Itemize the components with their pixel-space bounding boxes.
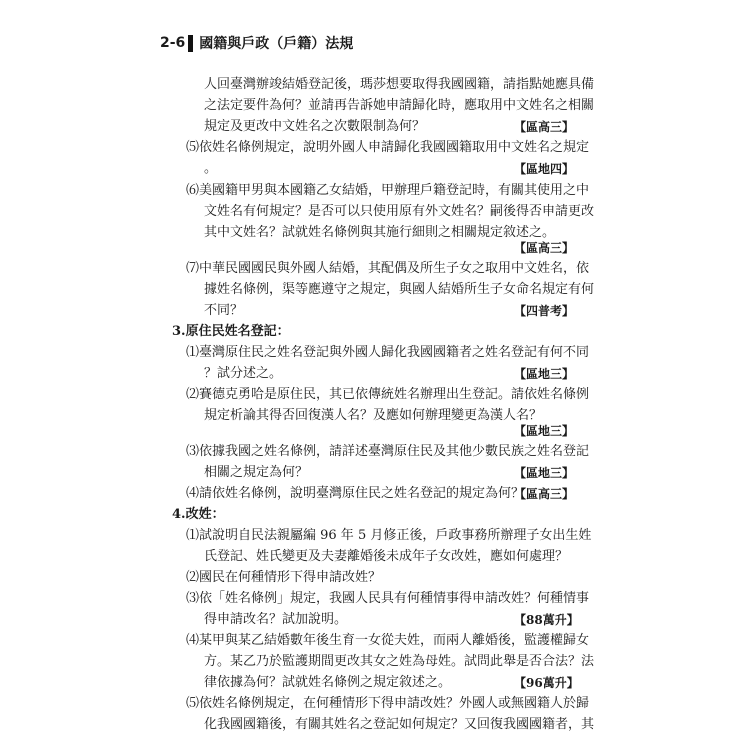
question-text-line: 化我國國籍後，有關其姓名之登記如何規定？又回復我國國籍者，其 xyxy=(204,717,595,732)
question-text-line: 規定析論其得否回復漢人名？及應如何辦理變更為漢人名？ xyxy=(204,408,543,423)
question-text-line: 方。某乙乃於監護期間更改其女之姓為母姓。試問此舉是否合法？法 xyxy=(204,654,595,669)
exam-source-tag: 【區地三】 xyxy=(514,367,575,381)
question-text-line: 人回臺灣辦竣結婚登記後，瑪莎想要取得我國國籍，請指點她應具備 xyxy=(204,77,595,92)
question-text-line: 之法定要件為何？並請再告訴她申請歸化時，應取用中文姓名之相關 xyxy=(204,98,595,113)
question-text-line: 得申請改名？試加說明。 xyxy=(204,612,348,627)
exam-source-tag: 【區高三】 xyxy=(514,487,575,501)
question-text-line: ⑸依姓名條例規定，說明外國人申請歸化我國國籍取用中文姓名之規定 xyxy=(186,140,590,155)
exam-source-tag: 【區高三】 xyxy=(514,120,575,134)
header-divider-bar xyxy=(188,35,193,52)
running-header xyxy=(160,33,353,53)
question-text-line: ⑶依據我國之姓名條例，請詳述臺灣原住民及其他少數民族之姓名登記 xyxy=(186,444,590,459)
section-heading: 3.原住民姓名登記： xyxy=(172,324,290,339)
question-text-line: 。 xyxy=(204,161,218,176)
question-text-line: ⑸依姓名條例規定，在何種情形下得申請改姓？外國人或無國籍人於歸 xyxy=(186,696,590,711)
question-text-line: 文姓名有何規定？是否可以只使用原有外文姓名？嗣後得否申請更改 xyxy=(204,204,595,219)
question-text-line: ⑵賽德克勇哈是原住民，其已依傳統姓名辦理出生登記。請依姓名條例 xyxy=(186,387,590,402)
exam-source-tag: 【四普考】 xyxy=(514,304,575,318)
exam-source-tag: 【區地三】 xyxy=(514,466,575,480)
question-text-line: 規定及更改中文姓名之次數限制為何？ xyxy=(204,119,426,134)
exam-source-tag: 【區地四】 xyxy=(514,162,575,176)
question-text-line: ？試分述之。 xyxy=(204,366,283,381)
question-text-line: ⑶依「姓名條例」規定，我國人民具有何種情事得申請改姓？何種情事 xyxy=(186,591,590,606)
question-text-line: 據姓名條例，渠等應遵守之規定，與國人結婚所生子女命名規定有何 xyxy=(204,282,595,297)
question-text-line: 律依據為何？試就姓名條例之規定敘述之。 xyxy=(204,675,452,690)
exam-source-tag: 【區地三】 xyxy=(514,424,575,438)
exam-source-tag: 【區高三】 xyxy=(514,241,575,255)
question-text-line: ⑴臺灣原住民之姓名登記與外國人歸化我國國籍者之姓名登記有何不同 xyxy=(186,345,590,360)
exam-source-tag: 【96萬升】 xyxy=(514,676,579,690)
question-text-line: ⑷某甲與某乙結婚數年後生育一女從夫姓，而兩人離婚後，監護權歸女 xyxy=(186,633,590,648)
question-text-line: 其中文姓名？試就姓名條例與其施行細則之相關規定敘述之。 xyxy=(204,225,556,240)
page-number: 2-6 xyxy=(160,35,186,51)
question-text-line: 相關之規定為何？ xyxy=(204,465,309,480)
question-text-line: ⑴試說明自民法親屬編 96 年 5 月修正後，戶政事務所辦理子女出生姓 xyxy=(186,528,592,543)
chapter-title: 國籍與戶政（戶籍）法規 xyxy=(199,36,354,52)
question-text-line: 不同？ xyxy=(204,303,244,318)
exam-source-tag: 【88萬升】 xyxy=(514,613,579,627)
question-text-line: 氏登記、姓氏變更及夫妻離婚後未成年子女改姓，應如何處理？ xyxy=(204,549,569,564)
question-text-line: ⑹美國籍甲男與本國籍乙女結婚，甲辦理戶籍登記時，有關其使用之中 xyxy=(186,183,590,198)
question-text-line: ⑺中華民國國民與外國人結婚，其配偶及所生子女之取用中文姓名，依 xyxy=(186,261,590,276)
question-text-line: ⑵國民在何種情形下得申請改姓？ xyxy=(186,570,382,585)
question-text-line: ⑷請依姓名條例，說明臺灣原住民之姓名登記的規定為何？ xyxy=(186,486,525,501)
section-heading: 4.改姓： xyxy=(172,507,225,522)
